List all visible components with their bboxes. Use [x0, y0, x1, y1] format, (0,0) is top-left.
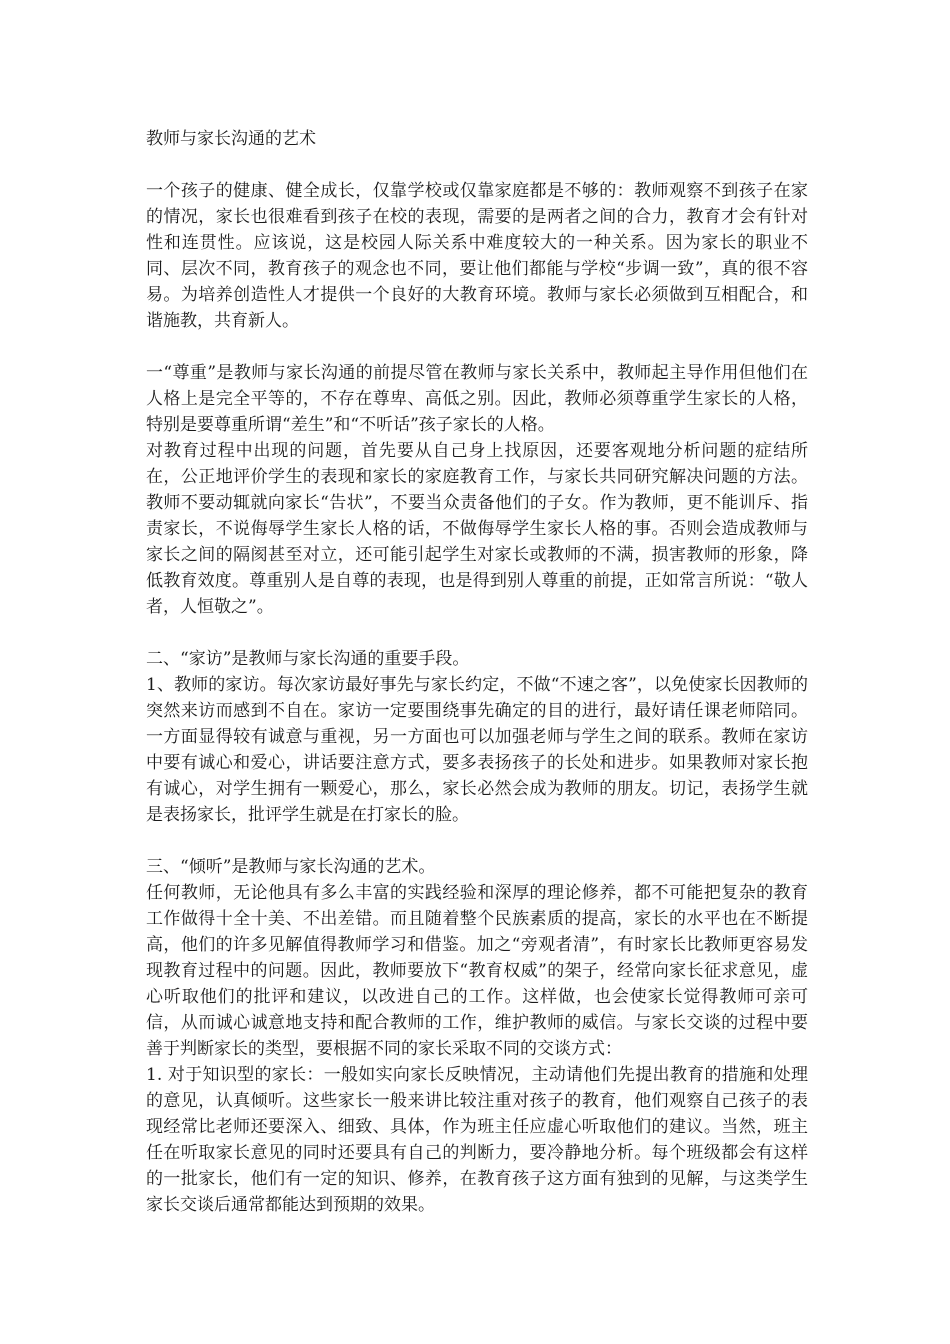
paragraph: 一个孩子的健康、健全成长，仅靠学校或仅靠家庭都是不够的：教师观察不到孩子在家的情况，家长也很难看到孩子在校的表现，需要的是两者之间的合力，教育才会有针对性和连贯性。应该说，这是校园人际关系中难度较大的一种关系。因为家长的职业不同、层次不同，教育孩子的观念也不同，要让他们都能与学校“步调一致”，真的很不容易。为培养创造性人才提供一个良好的大教育环境。教师与家长必须做到互相配合，和谐施教，共育新人。 [146, 181, 808, 331]
section-spacer [146, 620, 808, 646]
paragraph: 1、教师的家访。每次家访最好事先与家长约定，不做“不速之客”，以免使家长因教师的突然来访而感到不自在。家访一定要围绕事先确定的目的进行，最好请任课老师陪同。一方面显得较有诚意与重视，另一方面也可以加强老师与学生之间的联系。教师在家访中要有诚心和爱心，讲话要注意方式，要多表扬孩子的长处和进步。如果教师对家长抱有诚心，对学生拥有一颗爱心，那么，家长必然会成为教师的朋友。切记，表扬学生就是表扬家长，批评学生就是在打家长的脸。 [146, 675, 808, 825]
document-page [146, 126, 808, 1218]
section-spacer [146, 828, 808, 854]
paragraph: 1. 对于知识型的家长：一般如实向家长反映情况，主动请他们先提出教育的措施和处理的意见，认真倾听。这些家长一般来讲比较注重对孩子的教育，他们观察自己孩子的表现经常比老师还要深入、细致、具体，作为班主任应虚心听取他们的建议。当然，班主任在听取家长意见的同时还要具有自己的判断力，要冷静地分析。每个班级都会有这样的一批家长，他们有一定的知识、修养，在教育孩子这方面有独到的见解，与这类学生家长交谈后通常都能达到预期的效果。 [146, 1065, 808, 1215]
section-heading: 三、“倾听”是教师与家长沟通的艺术。 [146, 857, 436, 877]
document-title: 教师与家长沟通的艺术 [146, 129, 316, 149]
section-spacer [146, 334, 808, 360]
section-listening [146, 854, 808, 1218]
paragraph: 一“尊重”是教师与家长沟通的前提尽管在教师与家长关系中，教师起主导作用但他们在人格上是完全平等的，不存在尊卑、高低之别。因此，教师必须尊重学生家长的人格，特别是要尊重所谓“差生”和“不听话”孩子家长的人格。 [146, 363, 808, 435]
section-intro [146, 178, 808, 334]
paragraph: 对教育过程中出现的问题，首先要从自己身上找原因，还要客观地分析问题的症结所在，公正地评价学生的表现和家长的家庭教育工作，与家长共同研究解决问题的方法。教师不要动辄就向家长“告状”，不要当众责备他们的子女。作为教师，更不能训斥、指责家长，不说侮辱学生家长人格的话，不做侮辱学生家长人格的事。否则会造成教师与家长之间的隔阂甚至对立，还可能引起学生对家长或教师的不满，损害教师的形象，降低教育效度。尊重别人是自尊的表现，也是得到别人尊重的前提，正如常言所说：“敬人者，人恒敬之”。 [146, 441, 808, 617]
paragraph: 任何教师，无论他具有多么丰富的实践经验和深厚的理论修养，都不可能把复杂的教育工作做得十全十美、不出差错。而且随着整个民族素质的提高，家长的水平也在不断提高，他们的许多见解值得教师学习和借鉴。加之“旁观者清”，有时家长比教师更容易发现教育过程中的问题。因此，教师要放下“教育权威”的架子，经常向家长征求意见，虚心听取他们的批评和建议，以改进自己的工作。这样做，也会使家长觉得教师可亲可信，从而诚心诚意地支持和配合教师的工作，维护教师的威信。与家长交谈的过程中要善于判断家长的类型，要根据不同的家长采取不同的交谈方式： [146, 883, 808, 1059]
section-heading: 二、“家访”是教师与家长沟通的重要手段。 [146, 649, 470, 669]
section-home-visit [146, 646, 808, 828]
section-respect [146, 360, 808, 620]
